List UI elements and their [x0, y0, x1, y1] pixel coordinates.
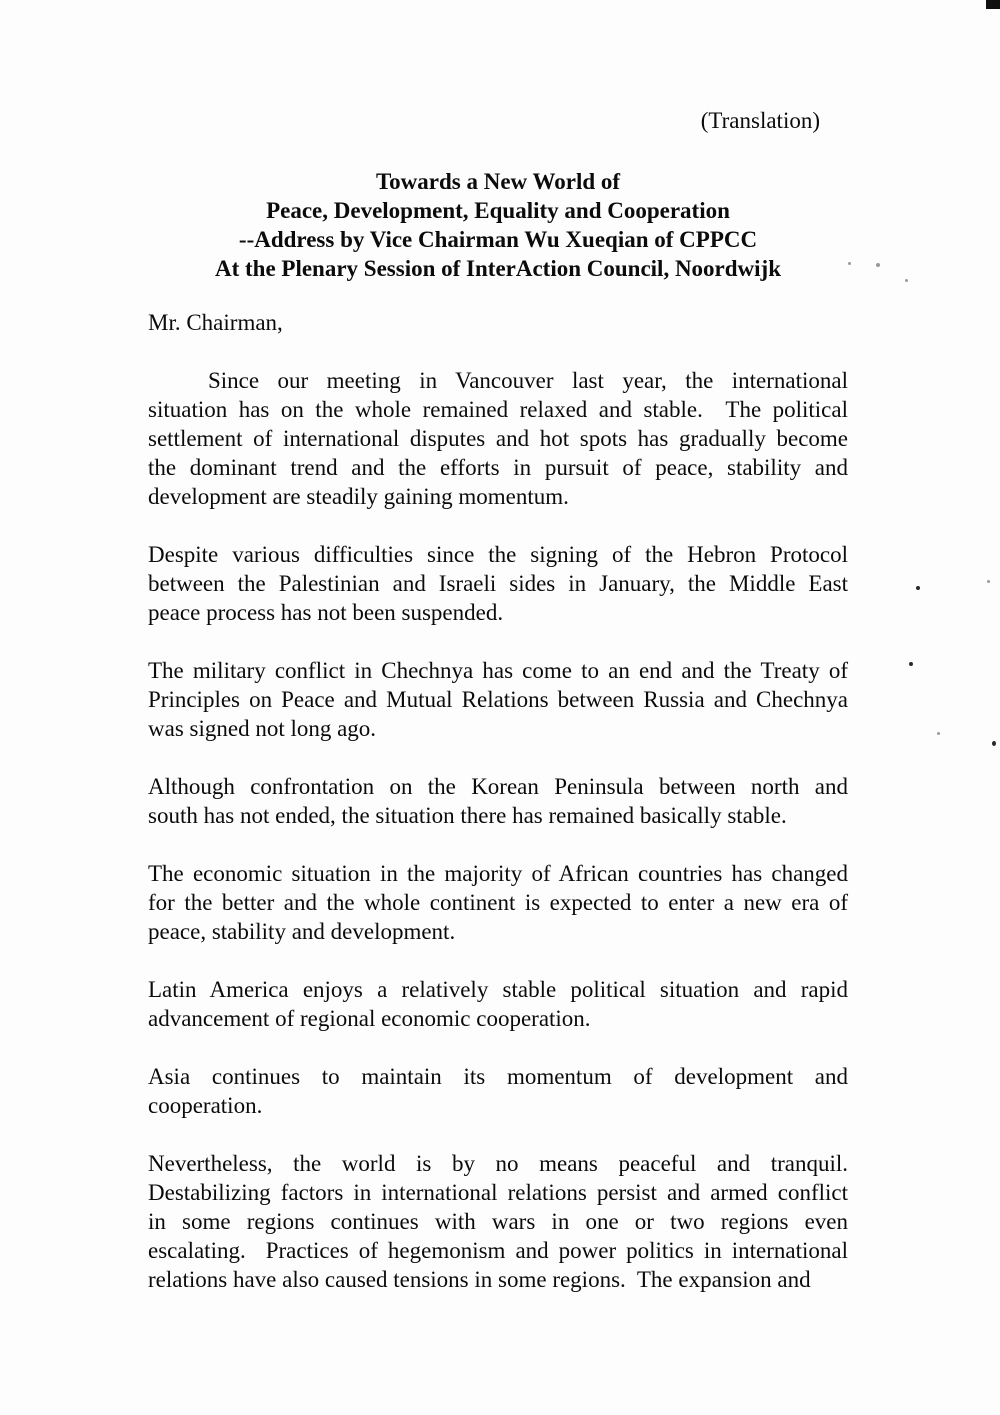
paragraph-line: Destabilizing factors in international relations persist and armed conflict: [148, 1180, 848, 1205]
paragraph-line: peace, stability and development.: [148, 919, 456, 944]
paragraph-line: Asia continues to maintain its momentum of development and: [148, 1064, 848, 1089]
salutation: Mr. Chairman,: [148, 310, 283, 335]
paragraph-line: escalating. Practices of hegemonism and power politics in international: [148, 1238, 848, 1263]
paragraph-line: situation has on the whole remained relaxed and stable. The political: [148, 397, 848, 422]
paragraph-line: between the Palestinian and Israeli sides in January, the Middle East: [148, 571, 848, 596]
paragraph-line: for the better and the whole continent is expected to enter a new era of: [148, 890, 848, 915]
paragraph-line: settlement of international disputes and hot spots has gradually become: [148, 426, 848, 451]
title-line-1: Towards a New World of: [375, 169, 621, 194]
paragraph: [148, 366, 848, 511]
paragraph-line: Since our meeting in Vancouver last year, the international: [208, 368, 848, 393]
scan-speck: [916, 586, 920, 590]
paragraph-line: Despite various difficulties since the signing of the Hebron Protocol: [148, 542, 848, 567]
title-line-4: At the Plenary Session of InterAction Council, Noordwijk: [214, 256, 782, 281]
paragraph-line: development are steadily gaining momentum.: [148, 484, 569, 509]
title-line-2: Peace, Development, Equality and Cooperation: [266, 198, 730, 223]
paragraph: [148, 656, 848, 743]
document-body: [148, 366, 848, 1294]
scan-speck: [876, 263, 880, 267]
scan-speck: [905, 279, 908, 282]
paragraph-line: in some regions continues with wars in one or two regions even: [148, 1209, 848, 1234]
scan-artifact-corner: [986, 0, 1000, 9]
document-title: [148, 167, 848, 283]
paragraph-line: was signed not long ago.: [148, 716, 377, 741]
translation-note: (Translation): [700, 108, 820, 133]
title-line-3: --Address by Vice Chairman Wu Xueqian of CPPCC: [238, 227, 758, 252]
scan-speck: [937, 732, 940, 735]
paragraph: [148, 1149, 848, 1294]
paragraph: [148, 975, 848, 1033]
paragraph: [148, 1062, 848, 1120]
paragraph-line: Latin America enjoys a relatively stable political situation and rapid: [148, 977, 848, 1002]
paragraph-line: The economic situation in the majority of African countries has changed: [148, 861, 848, 886]
paragraph-line: south has not ended, the situation there has remained basically stable.: [148, 803, 787, 828]
paragraph: [148, 772, 848, 830]
paragraph-line: Principles on Peace and Mutual Relations between Russia and Chechnya: [148, 687, 848, 712]
scan-speck: [848, 262, 851, 265]
paragraph-line: relations have also caused tensions in some regions. The expansion and: [148, 1267, 811, 1292]
paragraph: [148, 540, 848, 627]
paragraph-line: the dominant trend and the efforts in pursuit of peace, stability and: [148, 455, 848, 480]
paragraph: [148, 859, 848, 946]
scan-speck: [992, 741, 996, 746]
scan-speck: [909, 662, 913, 666]
document-content: [148, 106, 848, 1323]
scan-speck: [987, 580, 990, 583]
paragraph-line: peace process has not been suspended.: [148, 600, 504, 625]
paragraph-line: Although confrontation on the Korean Peninsula between north and: [148, 774, 848, 799]
paragraph-line: advancement of regional economic cooperation.: [148, 1006, 591, 1031]
paragraph-line: cooperation.: [148, 1093, 263, 1118]
paragraph-line: Nevertheless, the world is by no means peaceful and tranquil.: [148, 1151, 848, 1176]
paragraph-line: The military conflict in Chechnya has come to an end and the Treaty of: [148, 658, 848, 683]
